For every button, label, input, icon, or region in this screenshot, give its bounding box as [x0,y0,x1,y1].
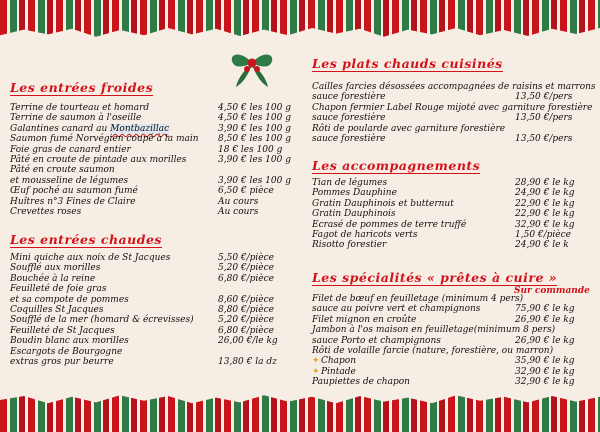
menu-item-price: 18 € les 100 g [218,144,283,155]
menu-item-name: Cailles farcies désossées accompagnées de raisins et marrons [312,82,596,92]
menu-item-price: Au cours [218,207,259,217]
menu-item-name: Pâté en croute de pintade aux morilles [10,155,187,165]
menu-item-name: Tian de légumes [312,178,388,188]
menu-item-price: 5,20 €/pièce [218,263,274,274]
heading-accompagnements: Les accompagnements [312,158,481,173]
menu-item-name: sauce au poivre vert et champignons [312,304,481,315]
menu-item-name: ✦Pintade [312,366,356,377]
menu-item-name: Rôti de poularde avec garniture forestière [312,123,506,134]
menu-item-price: 24,90 € le kg [515,188,575,199]
menu-item-name: Escargots de Bourgogne [10,346,123,357]
star-bullet-icon: ✦ [312,366,320,377]
menu-item-price: 6,50 € pièce [218,186,274,197]
menu-item-price: 26,90 € le kg [515,335,575,346]
heading-plats-chauds: Les plats chauds cuisinés [312,56,503,71]
menu-item-name: Foie gras de canard entier [10,144,131,155]
menu-item-price: 13,50 €/pers [515,113,573,124]
menu-item-name: Filet de bœuf en feuilletage (minimum 4 pers) [312,294,524,304]
top-festive-border [0,0,600,40]
menu-item-price: 75,90 € le kg [515,304,575,315]
menu-item-price: 3,90 € les 100 g [218,123,291,134]
menu-item-price: 6,80 €/pièce [218,325,274,336]
menu-item-name: Soufflé aux morilles [10,263,101,274]
heading-entrees-froides: Les entrées froides [10,80,154,95]
menu-item-name: Filet mignon en croûte [312,314,417,325]
menu-item-price: 32,90 € le kg [515,219,575,230]
menu-item-price: 13,50 €/pers [515,92,573,103]
menu-item-name: Bouchée à la reine [10,273,96,284]
menu-item-price: Au cours [218,196,259,207]
menu-item-price: 32,90 € le kg [515,377,575,388]
menu-item-price: 35,90 € le kg [515,356,575,367]
star-bullet-icon: ✦ [312,356,320,367]
menu-item-price: 32,90 € le kg [515,366,575,377]
menu-item-name: Rôti de volaille farcie (nature, forestière, ou marron) [312,346,554,356]
menu-item-name: Terrine de tourteau et homard [10,103,150,113]
menu-item-price: 5,20 €/pièce [218,315,274,326]
menu-item-name: Galantines canard au Montbazillac [10,123,170,134]
menu-item-price: 3,90 € les 100 g [218,155,291,165]
menu-item-name: Gratin Dauphinois et butternut [312,198,454,209]
menu-item-name: Œuf poché au saumon fumé [10,186,138,197]
menu-item-price: 5,50 €/pièce [218,253,274,263]
heading-entrees-chaudes: Les entrées chaudes [10,232,162,247]
menu-item-name: Terrine de saumon à l'oseille [10,113,142,124]
menu-item-name: Boudin blanc aux morilles [10,336,129,347]
menu-item-name: Coquilles St Jacques [10,305,104,315]
menu-item-name: Risotto forestier [312,240,387,251]
menu-item-price: 4,50 € les 100 g [218,103,291,113]
menu-item-name: sauce forestière [312,113,386,124]
menu-item-price: 26,00 €/le kg [218,336,278,347]
menu-item-name: Feuilleté de St Jacques [10,325,115,336]
menu-item-name: Huîtres n°3 Fines de Claire [10,196,136,207]
menu-item-price: 22,90 € le kg [515,209,575,220]
menu-item-name: Saumon fumé Norvégien coupé à la main [10,134,199,145]
menu-item-price: 8,80 €/pièce [218,305,274,315]
menu-item-price: 13,50 €/pers [515,134,573,144]
menu-item-name: Fagot de haricots verts [312,230,418,240]
menu-item-name: sauce Porto et champignons [312,335,441,346]
menu-item-name: et mousseline de légumes [10,175,129,186]
bottom-festive-border [0,392,600,432]
menu-item-price: 24,90 € le k [515,240,569,251]
menu-item-price: 6,80 €/pièce [218,273,274,284]
menu-item-price: 28,90 € le kg [515,178,575,188]
christmas-bow-icon [228,47,276,91]
heading-specialites: Les spécialités « prêtes à cuire » [312,270,558,285]
menu-item-name: Gratin Dauphinois [312,209,396,220]
menu-item-name: Mini quiche aux noix de St Jacques [10,253,171,263]
menu-item-price: 8,60 €/pièce [218,294,274,305]
menu-item-name: Pâté en croute saumon [10,165,115,176]
sur-commande-note: Sur commande [514,286,590,296]
menu-item-name: Jambon à l'os maison en feuilletage(minimum 8 pers) [312,325,556,336]
menu-item-price: 13,80 € la dz [218,357,277,367]
menu-item-price: 1,50 €/pièce [515,230,571,240]
menu-item-name: ✦Chapon [312,356,357,367]
menu-item-name: Paupiettes de chapon [312,377,410,388]
menu-item-price: 4,50 € les 100 g [218,113,291,124]
menu-item-name: Chapon fermier Label Rouge mijoté avec garniture forestière [312,102,593,113]
menu-item-price: 3,90 € les 100 g [218,175,291,186]
menu-item-price: 26,90 € le kg [515,314,575,325]
menu-item-name: Soufflé de la mer (homard & écrevisses) [10,315,194,326]
menu-item-price: 8,50 € les 100 g [218,134,291,145]
menu-item-price: 22,90 € le kg [515,198,575,209]
menu-item-name: Pommes Dauphine [312,188,397,199]
menu-item-name: et sa compote de pommes [10,294,129,305]
menu-item-name: extras gros pur beurre [10,357,114,367]
menu-item-name: Ecrasé de pommes de terre truffé [312,219,467,230]
menu-item-name: Crevettes roses [10,207,82,217]
menu-item-name: sauce forestière [312,134,386,144]
menu-item-name: sauce forestière [312,92,386,103]
menu-item-name: Feuilleté de foie gras [10,284,107,295]
